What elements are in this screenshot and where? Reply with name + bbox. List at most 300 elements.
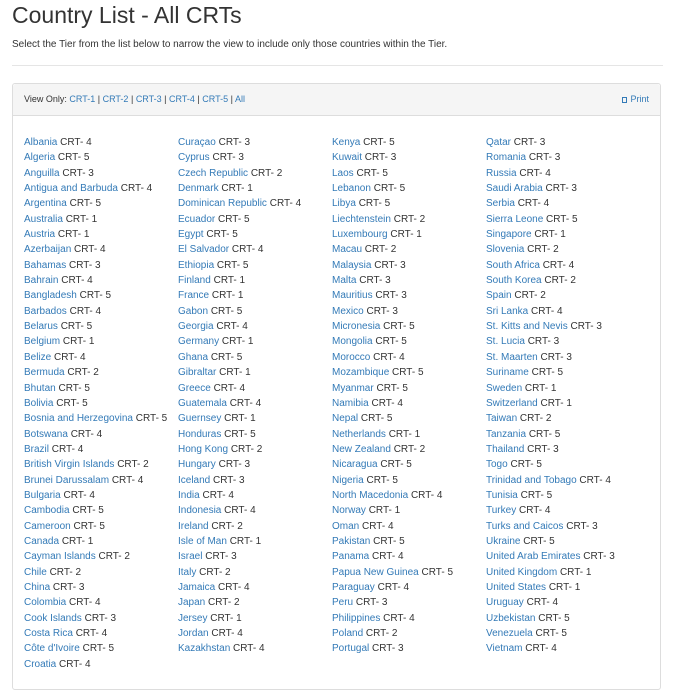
country-link[interactable]: Canada (24, 535, 60, 547)
country-link[interactable]: Guernsey (178, 413, 222, 425)
country-link[interactable]: Ecuador (178, 213, 216, 225)
crt-tier-label: CRT- 3 (364, 152, 397, 164)
country-link[interactable]: Kenya (332, 137, 361, 148)
crt-tier-label: CRT- 5 (383, 321, 415, 333)
country-row (486, 457, 640, 472)
country-row (332, 350, 486, 365)
country-link[interactable]: Nicaragua (332, 459, 378, 471)
crt-tier-label: CRT- 2 (519, 413, 552, 425)
country-link[interactable]: Argentina (24, 198, 67, 210)
country-link[interactable]: Côte d'Ivoire (24, 643, 80, 655)
country-link[interactable]: Finland (178, 275, 211, 287)
country-row (486, 273, 640, 288)
country-link[interactable]: New Zealand (332, 443, 391, 455)
country-link[interactable]: Bosnia and Herzegovina (24, 413, 133, 425)
crt-tier-label: CRT- 4 (54, 351, 86, 363)
country-link[interactable]: Netherlands (332, 428, 386, 440)
country-row (486, 288, 640, 303)
country-link[interactable]: Japan (178, 597, 206, 609)
country-link[interactable]: Czech Republic (178, 167, 249, 179)
crt-tier-label: CRT- 3 (52, 581, 85, 593)
crt-tier-label: CRT- 3 (213, 474, 245, 486)
country-link[interactable]: Bulgaria (24, 489, 61, 501)
country-row (24, 135, 178, 150)
country-row (486, 365, 640, 380)
crt-tier-label: CRT- 4 (531, 305, 563, 317)
country-link[interactable]: Saudi Arabia (486, 183, 543, 195)
country-link[interactable]: China (24, 581, 51, 593)
country-link[interactable]: Cyprus (178, 152, 210, 164)
crt-tier-label: CRT- 1 (559, 566, 592, 578)
country-row (178, 626, 332, 641)
crt-tier-label: CRT- 5 (82, 643, 115, 655)
crt-tier-label: CRT- 5 (538, 612, 570, 624)
filter-crt-1[interactable]: CRT-1 (69, 94, 96, 104)
country-link[interactable]: Poland (332, 628, 364, 639)
country-link[interactable]: El Salvador (178, 244, 230, 256)
country-row (178, 181, 332, 196)
crt-tier-label: CRT- 3 (540, 351, 572, 363)
crt-tier-label: CRT- 1 (390, 229, 422, 241)
country-column-4 (486, 135, 640, 657)
country-row (178, 549, 332, 564)
country-link[interactable]: Singapore (486, 229, 532, 241)
country-link[interactable]: South Africa (486, 259, 540, 271)
country-link[interactable]: Iceland (178, 474, 211, 486)
crt-tier-label: CRT- 4 (51, 443, 84, 455)
country-link[interactable]: Ukraine (486, 535, 521, 547)
country-row (24, 212, 178, 227)
country-row (486, 488, 640, 503)
country-row (332, 196, 486, 211)
country-link[interactable]: Botswana (24, 428, 68, 440)
country-link[interactable]: Brunei Darussalam (24, 474, 110, 486)
crt-tier-label: CRT- 2 (365, 628, 398, 639)
country-link[interactable]: North Macedonia (332, 489, 409, 501)
country-row (24, 166, 178, 181)
country-link[interactable]: Gibraltar (178, 367, 217, 379)
country-row (178, 595, 332, 610)
crt-tier-label: CRT- 5 (363, 137, 395, 148)
country-link[interactable]: Micronesia (332, 321, 381, 333)
country-link[interactable]: Georgia (178, 321, 214, 333)
country-link[interactable]: Philippines (332, 612, 381, 624)
country-link[interactable]: Brazil (24, 443, 50, 455)
crt-tier-label: CRT- 5 (56, 397, 88, 409)
crt-tier-label: CRT- 5 (510, 459, 542, 471)
country-row (486, 611, 640, 626)
country-link[interactable]: Chile (24, 566, 47, 578)
country-row (486, 534, 640, 549)
country-row (332, 565, 486, 580)
country-row (332, 411, 486, 426)
country-link[interactable]: Venezuela (486, 628, 533, 639)
country-link[interactable]: Israel (178, 551, 203, 563)
filter-separator: | (230, 94, 233, 104)
crt-tier-label: CRT- 3 (218, 137, 251, 148)
crt-tier-label: CRT- 4 (517, 198, 550, 210)
country-link[interactable]: Portugal (332, 643, 370, 655)
crt-tier-label: CRT- 3 (513, 137, 546, 148)
filter-all[interactable]: All (234, 94, 245, 104)
country-link[interactable]: Jordan (178, 628, 209, 639)
country-link[interactable]: Mexico (332, 305, 364, 317)
country-link[interactable]: Taiwan (486, 413, 518, 425)
crt-tier-label: CRT- 5 (210, 305, 243, 317)
print-link[interactable] (622, 94, 649, 104)
country-link[interactable]: Morocco (332, 351, 371, 363)
country-link[interactable]: Albania (24, 137, 58, 148)
country-link[interactable]: Gabon (178, 305, 209, 317)
country-column-2 (178, 135, 332, 657)
country-link[interactable]: Paraguay (332, 581, 375, 593)
country-link[interactable]: Spain (486, 290, 512, 302)
country-row (24, 258, 178, 273)
country-link[interactable]: Turkey (486, 505, 517, 517)
country-link[interactable]: India (178, 489, 200, 501)
crt-tier-label: CRT- 1 (221, 183, 253, 195)
crt-tier-label: CRT- 4 (61, 275, 93, 287)
country-link[interactable]: South Korea (486, 275, 542, 287)
country-column-3 (332, 135, 486, 657)
country-row (24, 242, 178, 257)
country-link[interactable]: Belarus (24, 321, 58, 333)
crt-tier-label: CRT- 4 (213, 382, 246, 394)
country-link[interactable]: Panama (332, 551, 370, 563)
country-link[interactable]: Germany (178, 336, 220, 348)
country-link[interactable]: Papua New Guinea (332, 566, 419, 578)
crt-tier-label: CRT- 5 (380, 459, 412, 471)
country-link[interactable]: Colombia (24, 597, 67, 609)
country-row (332, 166, 486, 181)
country-link[interactable]: Switzerland (486, 397, 538, 409)
filter-crt-4[interactable]: CRT-4 (169, 94, 195, 104)
country-link[interactable]: Thailand (486, 443, 525, 455)
country-link[interactable]: Suriname (486, 367, 529, 379)
country-link[interactable]: Libya (332, 198, 356, 210)
filter-crt-5[interactable]: CRT-5 (202, 94, 229, 104)
country-link[interactable]: Lebanon (332, 183, 371, 195)
country-link[interactable]: Norway (332, 505, 366, 517)
country-row (24, 473, 178, 488)
crt-tier-label: CRT- 3 (528, 152, 561, 164)
country-row (332, 273, 486, 288)
country-link[interactable]: Australia (24, 213, 63, 225)
country-link[interactable]: Macau (332, 244, 363, 256)
country-link[interactable]: Cameroon (24, 520, 71, 532)
country-link[interactable]: Bolivia (24, 397, 54, 409)
country-link[interactable]: Curaçao (178, 137, 216, 148)
filter-crt-3[interactable]: CRT-3 (135, 94, 162, 104)
filter-crt-2[interactable]: CRT-2 (102, 94, 129, 104)
country-row (178, 135, 332, 150)
country-link[interactable]: Bahrain (24, 275, 59, 287)
country-link[interactable]: Slovenia (486, 244, 525, 256)
crt-tier-label: CRT- 4 (63, 489, 95, 501)
country-link[interactable]: Uruguay (486, 597, 524, 609)
crt-tier-label: CRT- 1 (65, 213, 98, 225)
crt-tier-label: CRT- 5 (135, 413, 168, 425)
country-row (178, 580, 332, 595)
country-row (486, 549, 640, 564)
crt-tier-label: CRT- 3 (372, 643, 404, 655)
country-link[interactable]: Russia (486, 167, 517, 179)
crt-tier-label: CRT- 3 (566, 520, 598, 532)
filter-separator: | (97, 94, 101, 104)
country-link[interactable]: Honduras (178, 428, 222, 440)
country-link[interactable]: Bangladesh (24, 290, 77, 302)
country-row (486, 212, 640, 227)
country-link[interactable]: Kuwait (332, 152, 363, 164)
country-link[interactable]: Jersey (178, 612, 208, 624)
country-link[interactable]: Mozambique (332, 367, 390, 379)
country-link[interactable]: Croatia (24, 658, 57, 670)
country-row (24, 334, 178, 349)
crt-tier-label: CRT- 2 (199, 566, 231, 578)
country-link[interactable]: Mauritius (332, 290, 373, 302)
country-row (24, 519, 178, 534)
print-label[interactable]: Print (630, 94, 649, 104)
country-link[interactable]: Cayman Islands (24, 551, 96, 563)
country-link[interactable]: Laos (332, 167, 354, 179)
country-row (24, 549, 178, 564)
country-link[interactable]: Isle of Man (178, 535, 227, 547)
country-link[interactable]: St. Maarten (486, 351, 538, 363)
country-link[interactable]: British Virgin Islands (24, 459, 115, 471)
country-row (178, 166, 332, 181)
country-row (332, 595, 486, 610)
country-link[interactable]: Denmark (178, 183, 219, 195)
country-row (332, 611, 486, 626)
country-row (178, 411, 332, 426)
crt-tier-label: CRT- 3 (583, 551, 615, 563)
crt-tier-label: CRT- 5 (373, 183, 406, 195)
crt-tier-label: CRT- 4 (74, 244, 106, 256)
country-link[interactable]: United Kingdom (486, 566, 558, 578)
country-link[interactable]: Mongolia (332, 336, 373, 348)
crt-tier-label: CRT- 1 (57, 229, 90, 241)
country-link[interactable]: Ireland (178, 520, 209, 532)
crt-tier-label: CRT- 2 (544, 275, 576, 287)
country-link[interactable]: Antigua and Barbuda (24, 183, 118, 195)
crt-tier-label: CRT- 2 (393, 443, 426, 455)
country-link[interactable]: Cambodia (24, 505, 70, 517)
country-link[interactable]: St. Kitts and Nevis (486, 321, 568, 333)
country-link[interactable]: Egypt (178, 229, 204, 241)
crt-tier-label: CRT- 3 (205, 551, 237, 563)
crt-tier-label: CRT- 4 (579, 474, 611, 486)
country-row (486, 242, 640, 257)
country-row (178, 473, 332, 488)
crt-tier-label: CRT- 5 (206, 229, 238, 241)
crt-tier-label: CRT- 4 (542, 259, 575, 271)
crt-tier-label: CRT- 5 (366, 474, 398, 486)
country-row (486, 396, 640, 411)
country-link[interactable]: France (178, 290, 210, 302)
crt-tier-label: CRT- 3 (527, 443, 559, 455)
country-link[interactable]: Barbados (24, 305, 67, 317)
country-row (24, 196, 178, 211)
country-link[interactable]: Ghana (178, 351, 209, 363)
country-row (332, 258, 486, 273)
crt-tier-label: CRT- 4 (70, 428, 103, 440)
country-row (486, 135, 640, 150)
country-link[interactable]: Myanmar (332, 382, 374, 394)
crt-tier-label: CRT- 5 (392, 367, 424, 379)
country-link[interactable]: Austria (24, 229, 56, 241)
country-link[interactable]: Tunisia (486, 489, 518, 501)
print-icon (622, 97, 627, 103)
country-link[interactable]: Qatar (486, 137, 512, 148)
country-link[interactable]: Greece (178, 382, 211, 394)
country-link[interactable]: Vietnam (486, 643, 523, 655)
crt-tier-label: CRT- 1 (210, 612, 242, 624)
country-link[interactable]: United Arab Emirates (486, 551, 581, 563)
crt-tier-label: CRT- 3 (212, 152, 244, 164)
country-link[interactable]: Luxembourg (332, 229, 388, 241)
country-link[interactable]: Malta (332, 275, 357, 287)
country-row (486, 565, 640, 580)
crt-tier-label: CRT- 2 (364, 244, 397, 256)
country-link[interactable]: Bhutan (24, 382, 56, 394)
country-row (486, 580, 640, 595)
country-link[interactable]: Indonesia (178, 505, 222, 517)
crt-tier-label: CRT- 4 (120, 183, 153, 195)
country-link[interactable]: Azerbaijan (24, 244, 72, 256)
country-link[interactable]: Malaysia (332, 259, 372, 271)
country-link[interactable]: Oman (332, 520, 360, 532)
country-link[interactable]: Guatemala (178, 397, 227, 409)
crt-tier-label: CRT- 2 (250, 167, 283, 179)
crt-tier-label: CRT- 5 (528, 428, 561, 440)
country-link[interactable]: Uzbekistan (486, 612, 536, 624)
country-row (178, 457, 332, 472)
country-link[interactable]: Jamaica (178, 581, 216, 593)
country-link[interactable]: Namibia (332, 397, 369, 409)
country-link[interactable]: Costa Rica (24, 628, 73, 639)
country-row (178, 519, 332, 534)
crt-tier-label: CRT- 2 (208, 597, 240, 609)
crt-tier-label: CRT- 3 (375, 290, 407, 302)
country-link[interactable]: Ethiopia (178, 259, 215, 271)
country-link[interactable]: Belgium (24, 336, 61, 348)
country-row (24, 657, 178, 672)
country-row (486, 519, 640, 534)
crt-tier-label: CRT- 4 (218, 581, 250, 593)
crt-tier-label: CRT- 4 (525, 643, 557, 655)
crt-tier-label: CRT- 5 (375, 336, 407, 348)
country-row (24, 365, 178, 380)
country-row (178, 242, 332, 257)
country-link[interactable]: Tanzania (486, 428, 527, 440)
country-link[interactable]: Sri Lanka (486, 305, 529, 317)
country-link[interactable]: Romania (486, 152, 527, 164)
country-row (24, 273, 178, 288)
crt-tier-label: CRT- 3 (374, 259, 406, 271)
country-row (178, 442, 332, 457)
country-link[interactable]: Hungary (178, 459, 216, 471)
country-row (178, 196, 332, 211)
country-link[interactable]: Liechtenstein (332, 213, 391, 225)
country-row (332, 580, 486, 595)
crt-tier-label: CRT- 4 (518, 505, 551, 517)
country-link[interactable]: St. Lucia (486, 336, 525, 348)
country-link[interactable]: Trinidad and Tobago (486, 474, 577, 486)
country-link[interactable]: Hong Kong (178, 443, 229, 455)
country-link[interactable]: Cook Islands (24, 612, 82, 624)
country-link[interactable]: Belize (24, 351, 52, 363)
crt-tier-label: CRT- 5 (224, 428, 256, 440)
country-link[interactable]: Algeria (24, 152, 56, 164)
country-row (178, 288, 332, 303)
country-link[interactable]: Bermuda (24, 367, 65, 379)
country-row (332, 503, 486, 518)
country-link[interactable]: Sweden (486, 382, 523, 394)
crt-tier-label: CRT- 1 (211, 290, 244, 302)
country-link[interactable]: Togo (486, 459, 508, 471)
country-link[interactable]: Nepal (332, 413, 359, 425)
country-link[interactable]: Serbia (486, 198, 515, 210)
country-row (24, 580, 178, 595)
crt-tier-label: CRT- 5 (79, 290, 112, 302)
country-row (486, 319, 640, 334)
crt-tier-label: CRT- 4 (233, 643, 265, 655)
country-row (24, 411, 178, 426)
country-link[interactable]: Italy (178, 566, 197, 578)
country-row (486, 442, 640, 457)
country-row (178, 381, 332, 396)
country-link[interactable]: Kazakhstan (178, 643, 231, 655)
crt-tier-label: CRT- 4 (373, 351, 405, 363)
country-row (486, 334, 640, 349)
country-link[interactable]: United States (486, 581, 547, 593)
crt-tier-label: CRT- 5 (546, 213, 578, 225)
crt-tier-label: CRT- 4 (231, 244, 264, 256)
crt-tier-label: CRT- 2 (230, 443, 263, 455)
country-row (332, 626, 486, 641)
country-link[interactable]: Turks and Caicos (486, 520, 564, 532)
crt-tier-label: CRT- 2 (49, 566, 82, 578)
country-row (24, 641, 178, 656)
country-row (486, 227, 640, 242)
crt-tier-label: CRT- 4 (362, 520, 394, 532)
country-row (332, 181, 486, 196)
country-row (332, 288, 486, 303)
crt-tier-label: CRT- 5 (218, 213, 250, 225)
crt-tier-label: CRT- 5 (523, 535, 555, 547)
country-row (178, 565, 332, 580)
country-link[interactable]: Bahamas (24, 259, 67, 271)
crt-tier-label: CRT- 2 (393, 213, 426, 225)
country-link[interactable]: Nigeria (332, 474, 364, 486)
country-link[interactable]: Dominican Republic (178, 198, 267, 210)
crt-tier-label: CRT- 1 (213, 275, 246, 287)
country-row (24, 595, 178, 610)
country-row (24, 227, 178, 242)
country-row (178, 258, 332, 273)
country-link[interactable]: Peru (332, 597, 354, 609)
country-list-panel (12, 83, 661, 690)
view-only-label: View Only: (24, 94, 67, 104)
country-link[interactable]: Anguilla (24, 167, 60, 179)
country-row (332, 242, 486, 257)
crt-tier-label: CRT- 5 (520, 489, 553, 501)
country-row (332, 442, 486, 457)
country-row (332, 519, 486, 534)
country-row (178, 641, 332, 656)
country-link[interactable]: Pakistan (332, 535, 371, 547)
country-link[interactable]: Sierra Leone (486, 213, 544, 225)
